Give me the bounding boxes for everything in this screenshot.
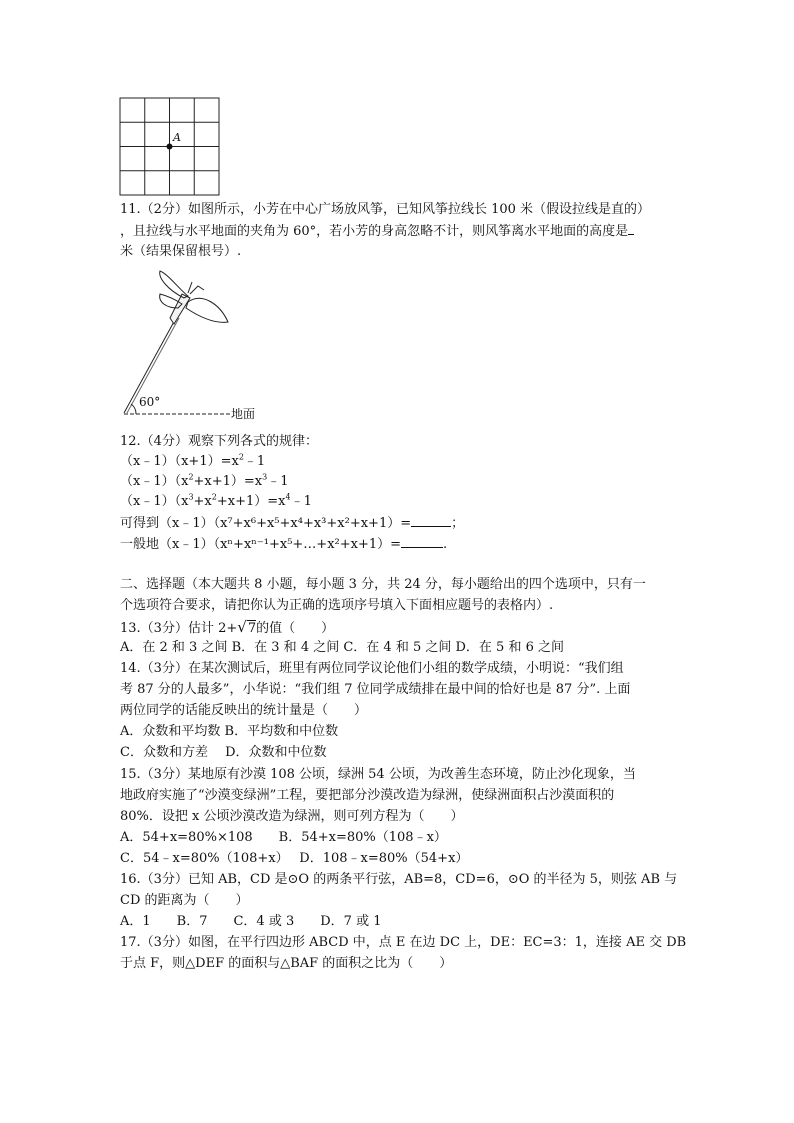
q16-line-2: CD 的距离为（ ） [120,893,249,908]
q12-eq1-b: ﹣1 [243,454,266,469]
q13-stem-a: 13.（3分）估计 2+ [120,621,238,636]
q12-eq2-a: （x﹣1）（x [120,474,189,489]
q12-can-get [120,514,464,533]
q12-eq2-c: ﹣1 [267,474,289,489]
q17-line-2: 于点 F，则△DEF 的面积与△BAF 的面积之比为（ ） [120,956,453,971]
q17-line-1: 17.（3分）如图，在平行四边形 ABCD 中，点 E 在边 DC 上，DE：EC=3：1，连接 AE 交 DB [120,935,687,950]
q13-stem [120,618,334,638]
q12-eq2-sup2: 3 [262,472,268,482]
section2-heading-2: 个选项符合要求，请把你认为正确的选项序号填入下面相应题号的表格内）. [120,598,554,613]
q15-line-3: 80%．设把 x 公顷沙漠改造为绿洲，则可列方程为（ ） [120,809,464,824]
q15-line-2: 地政府实施了“沙漠变绿洲”工程，要把部分沙漠改造为绿洲，使绿洲面积占沙漠面积的 [120,788,615,803]
q14-options-1: A．众数和平均数 B．平均数和中位数 [120,724,339,739]
q16-line-1: 16.（3分）已知 AB，CD 是⊙O 的两条平行弦，AB=8，CD=6，⊙O 的半径为 5，则弦 AB 与 [120,872,678,887]
grid-figure [119,97,221,197]
q16-options: A．1 B．7 C．4 或 3 D．7 或 1 [120,914,382,929]
q12-general-end: . [443,537,448,552]
q12-general-text: 一般地（x﹣1）（xⁿ+xⁿ⁻¹+x⁵+…+x²+x+1）= [120,537,402,552]
q12-general [120,535,447,554]
kite-upper-wing [160,271,188,298]
q14-options-2: C．众数和方差 D．众数和中位数 [120,745,327,760]
grid-point-label: A [173,131,181,144]
q12-eq3-sup1: 3 [188,492,194,502]
q14-line-1: 14.（3分）在某次测试后，班里有两位同学议论他们小组的数学成绩，小明说：“我们组 [120,661,624,676]
q14-line-3: 两位同学的话能反映出的统计量是（ ） [120,703,368,718]
q12-eq1-a: （x﹣1）（x+1）=x [120,454,239,469]
sqrt-icon: √ [237,618,247,636]
q13-stem-b: 的值（ ） [256,621,335,636]
q12-eq-2 [120,473,289,491]
q12-eq3-a: （x﹣1）（x [120,494,189,509]
q12-eq3-d: ﹣1 [290,494,312,509]
q12-eq3-sup3: 4 [285,492,291,502]
q11-line-2-text: ，且拉线与水平地面的夹角为 60°，若小芳的身高忽略不计，则风筝离水平地面的高度是 [120,224,629,239]
kite-angle-label: 60° [139,395,161,409]
q12-can-get-text: 可得到（x﹣1）（x⁷+x⁶+x⁵+x⁴+x³+x²+x+1）= [120,516,412,531]
q11-line-1: 11.（2分）如图所示，小芳在中心广场放风筝，已知风筝拉线长 100 米（假设拉线是直的） [120,202,651,217]
grid-point-a [167,144,173,150]
q15-line-1: 15.（3分）某地原有沙漠 108 公顷，绿洲 54 公顷，为改善生态环境，防止沙化现象，当 [120,767,636,782]
q12-eq-1 [120,453,265,471]
q13-options: A．在 2 和 3 之间 B．在 3 和 4 之间 C．在 4 和 5 之间 D．在 5 和 6 之间 [120,640,564,655]
q12-intro: 12.（4分）观察下列各式的规律： [120,434,318,449]
q12-eq3-b: +x [193,494,212,509]
q12-answer-blank-2 [401,535,443,548]
angle-arc [131,404,136,414]
kite-ground-label: 地面 [231,407,256,420]
q12-eq-3 [120,493,312,511]
q12-answer-blank-1 [411,514,451,527]
kite-figure [118,268,298,420]
q12-eq3-sup2: 2 [211,492,217,502]
q12-can-get-end: ； [451,516,465,531]
q15-options-1: A．54+x=80%×108 B．54+x=80%（108﹣x） [120,830,447,845]
q11-line-2 [120,222,634,241]
q12-eq2-b: +x+1）=x [193,474,263,489]
section2-heading-1: 二、选择题（本大题共 8 小题，每小题 3 分，共 24 分，每小题给出的四个选项中，只有一 [120,577,646,592]
q11-answer-blank [628,222,634,235]
q15-options-2: C．54﹣x=80%（108+x） D．108﹣x=80%（54+x） [120,851,469,866]
q12-eq2-sup1: 2 [188,472,194,482]
q12-eq1-sup: 2 [238,452,244,462]
q14-line-2: 考 87 分的人最多”，小华说：“我们组 7 位同学成绩排在最中间的恰好也是 87 分”. 上面 [120,682,631,697]
kite-right-wing [186,298,228,322]
q12-eq3-c: +x+1）=x [216,494,286,509]
q11-line-3: 米（结果保留根号）. [120,244,242,259]
q13-sqrt-arg: 7 [247,621,257,636]
